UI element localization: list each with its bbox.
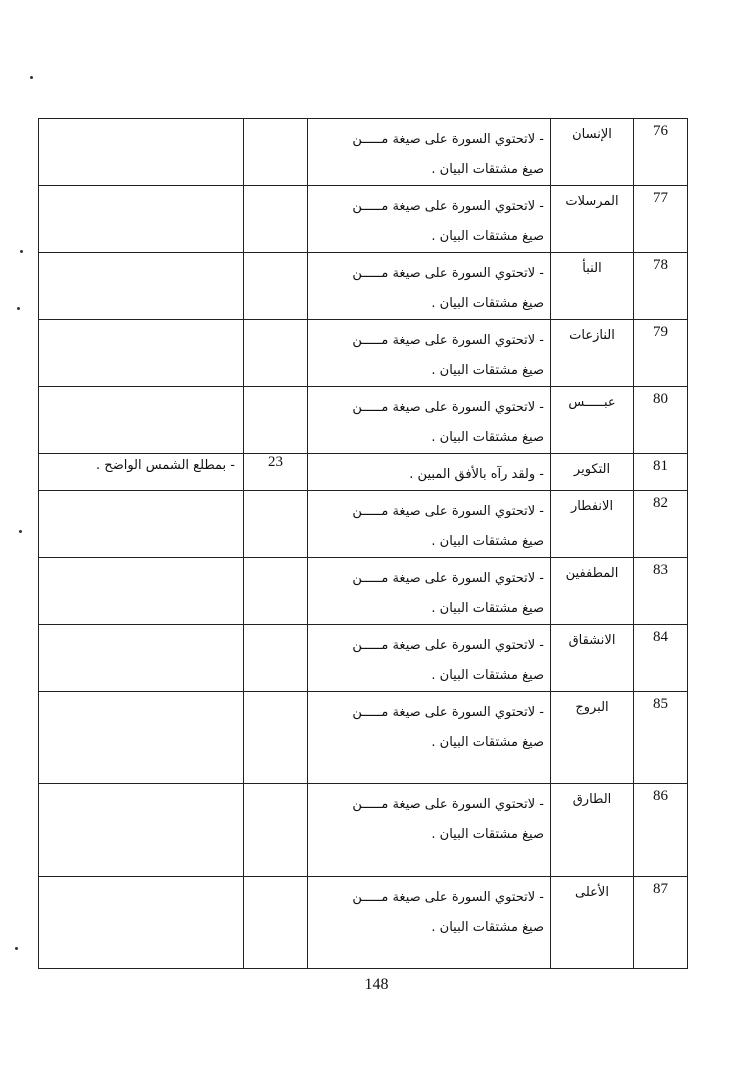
note-cell	[308, 387, 551, 454]
table-row	[39, 558, 688, 625]
table-row	[39, 491, 688, 558]
note-line-1: - لاتحتوي السورة على صيغة مـــــن	[352, 890, 544, 905]
surah-name: الانفطار	[551, 491, 634, 558]
row-number: 79	[634, 320, 688, 387]
other-cell	[39, 387, 244, 454]
note-line-1: - لاتحتوي السورة على صيغة مـــــن	[352, 797, 544, 812]
row-number: 83	[634, 558, 688, 625]
note-line-2: صيغ مشتقات البيان .	[431, 296, 544, 311]
note-line-1: - لاتحتوي السورة على صيغة مـــــن	[352, 571, 544, 586]
note-line-2: صيغ مشتقات البيان .	[431, 601, 544, 616]
table-row	[39, 454, 688, 491]
surah-name: عبـــــس	[551, 387, 634, 454]
scan-speck	[30, 76, 33, 79]
count-cell	[244, 320, 308, 387]
surah-name: الانشقاق	[551, 625, 634, 692]
table-row	[39, 253, 688, 320]
row-number: 80	[634, 387, 688, 454]
page-number: 148	[364, 976, 389, 993]
other-cell	[39, 625, 244, 692]
surah-name: النبأ	[551, 253, 634, 320]
row-number: 82	[634, 491, 688, 558]
row-number: 78	[634, 253, 688, 320]
note-cell	[308, 491, 551, 558]
table-row	[39, 186, 688, 253]
table-row	[39, 625, 688, 692]
count-cell	[244, 558, 308, 625]
note-cell	[308, 186, 551, 253]
row-number: 76	[634, 119, 688, 186]
other-cell	[39, 186, 244, 253]
surah-table	[38, 118, 688, 969]
other-cell	[39, 877, 244, 969]
other-cell	[39, 119, 244, 186]
other-cell	[39, 253, 244, 320]
note-line-1: - لاتحتوي السورة على صيغة مـــــن	[352, 400, 544, 415]
other-cell	[39, 491, 244, 558]
surah-name: المطففين	[551, 558, 634, 625]
count-cell	[244, 491, 308, 558]
note-line-1: - لاتحتوي السورة على صيغة مـــــن	[352, 199, 544, 214]
row-number: 86	[634, 784, 688, 877]
count-cell	[244, 784, 308, 877]
table-row	[39, 387, 688, 454]
surah-name: البروج	[551, 692, 634, 784]
row-number: 85	[634, 692, 688, 784]
table-row	[39, 320, 688, 387]
table-row	[39, 877, 688, 969]
table-row	[39, 119, 688, 186]
note-line-1: - لاتحتوي السورة على صيغة مـــــن	[352, 705, 544, 720]
note-line-2: صيغ مشتقات البيان .	[431, 735, 544, 750]
other-cell: - بمطلع الشمس الواضح .	[39, 454, 244, 491]
note-line-2: صيغ مشتقات البيان .	[431, 920, 544, 935]
note-cell	[308, 454, 551, 491]
note-line-2: صيغ مشتقات البيان .	[431, 534, 544, 549]
scan-speck	[17, 307, 20, 310]
scan-speck	[20, 250, 23, 253]
row-number: 84	[634, 625, 688, 692]
other-cell	[39, 784, 244, 877]
surah-name: الإنسان	[551, 119, 634, 186]
note-line-2: صيغ مشتقات البيان .	[431, 162, 544, 177]
note-line-1: - ولقد رآه بالأفق المبين .	[409, 467, 544, 482]
count-cell	[244, 119, 308, 186]
other-cell	[39, 558, 244, 625]
count-cell	[244, 186, 308, 253]
surah-name: المرسلات	[551, 186, 634, 253]
note-line-2: صيغ مشتقات البيان .	[431, 229, 544, 244]
table-row	[39, 692, 688, 784]
count-cell: 23	[244, 454, 308, 491]
note-cell	[308, 625, 551, 692]
other-cell	[39, 320, 244, 387]
count-cell	[244, 387, 308, 454]
note-cell	[308, 119, 551, 186]
row-number: 77	[634, 186, 688, 253]
note-line-1: - لاتحتوي السورة على صيغة مـــــن	[352, 504, 544, 519]
note-line-2: صيغ مشتقات البيان .	[431, 827, 544, 842]
scan-speck	[15, 947, 18, 950]
count-cell	[244, 253, 308, 320]
table-row	[39, 784, 688, 877]
count-cell	[244, 625, 308, 692]
note-line-2: صيغ مشتقات البيان .	[431, 363, 544, 378]
note-line-2: صيغ مشتقات البيان .	[431, 430, 544, 445]
note-line-1: - لاتحتوي السورة على صيغة مـــــن	[352, 266, 544, 281]
note-cell	[308, 784, 551, 877]
note-cell	[308, 558, 551, 625]
note-cell	[308, 320, 551, 387]
note-cell	[308, 692, 551, 784]
row-number: 81	[634, 454, 688, 491]
scan-speck	[19, 530, 22, 533]
note-cell	[308, 877, 551, 969]
note-line-1: - لاتحتوي السورة على صيغة مـــــن	[352, 333, 544, 348]
other-cell	[39, 692, 244, 784]
count-cell	[244, 692, 308, 784]
surah-name: الأعلى	[551, 877, 634, 969]
note-cell	[308, 253, 551, 320]
count-cell	[244, 877, 308, 969]
surah-name: التكوير	[551, 454, 634, 491]
surah-name: الطارق	[551, 784, 634, 877]
note-line-1: - لاتحتوي السورة على صيغة مـــــن	[352, 132, 544, 147]
note-line-2: صيغ مشتقات البيان .	[431, 668, 544, 683]
row-number: 87	[634, 877, 688, 969]
note-line-1: - لاتحتوي السورة على صيغة مـــــن	[352, 638, 544, 653]
surah-name: النازعات	[551, 320, 634, 387]
